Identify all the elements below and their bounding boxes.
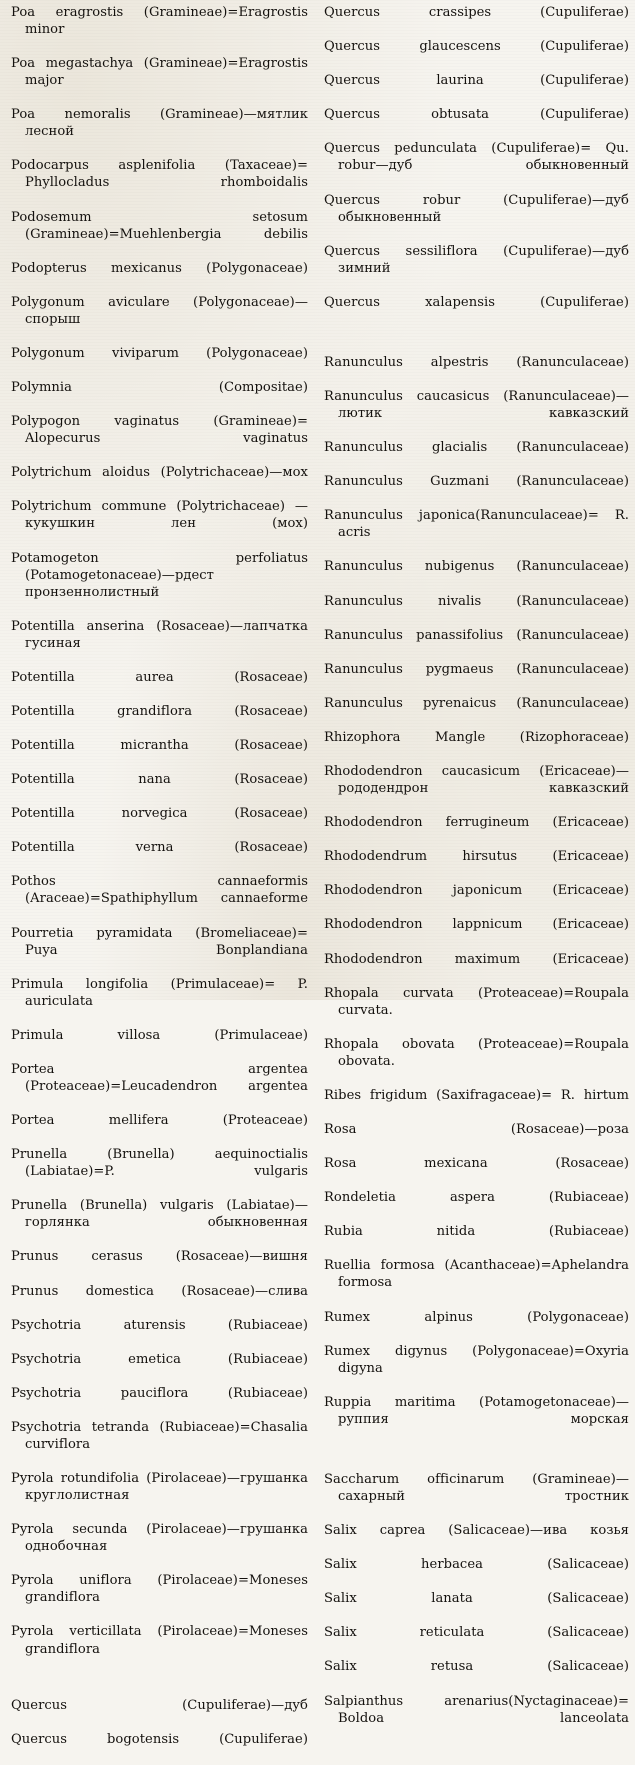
index-entry: Potentilla micrantha (Rosaceae): [11, 738, 308, 754]
index-entry: Potentilla nana (Rosaceae): [11, 772, 308, 788]
index-entry: Rhododendron lappnicum (Ericaceae): [324, 917, 629, 933]
index-entry: Pothos cannaeformis (Araceae)=Spathiphyllum cannaeforme: [11, 874, 308, 907]
index-entry: Rumex alpinus (Polygonaceae): [324, 1309, 629, 1325]
index-entry: Poa nemoralis (Gramineae)—мятлик лесной: [11, 107, 308, 140]
index-entry: Potentilla norvegica (Rosaceae): [11, 806, 308, 822]
index-entry: Poa megastachya (Gramineae)=Eragrostis major: [11, 56, 308, 89]
index-entry: Salix herbacea (Salicaceae): [324, 1557, 629, 1573]
index-entry: Polytrichum commune (Polytrichaceae) —кукушкин лен (мох): [11, 499, 308, 532]
index-entry: Potentilla verna (Rosaceae): [11, 840, 308, 856]
index-entry: Ribes frigidum (Saxifragaceae)= R. hirtum: [324, 1087, 629, 1103]
index-entry: Pyrola secunda (Pirolaceae)—грушанка однобочная: [11, 1522, 308, 1555]
index-entry: Rhizophora Mangle (Rizophoraceae): [324, 729, 629, 745]
section-r: [324, 354, 629, 1445]
index-entry: Ruellia formosa (Acanthaceae)=Aphelandra formosa: [324, 1258, 629, 1291]
index-entry: Quercus robur (Cupuliferae)—дуб обыкновенный: [324, 192, 629, 225]
index-entry: Quercus glaucescens (Cupuliferae): [324, 39, 629, 55]
index-entry: Quercus laurina (Cupuliferae): [324, 73, 629, 89]
index-entry: Rhododendron caucasicum (Ericaceae)— рододендрон кавказский: [324, 764, 629, 797]
index-entry: Quercus obtusata (Cupuliferae): [324, 107, 629, 123]
index-entry: Rhododendron japonicum (Ericaceae): [324, 883, 629, 899]
section-s: [324, 1471, 629, 1744]
index-entry: Rosa mexicana (Rosaceae): [324, 1156, 629, 1172]
index-entry: Rumex digynus (Polygonaceae)=Oxyria digyna: [324, 1343, 629, 1376]
index-entry: Ranunculus pyrenaicus (Ranunculaceae): [324, 695, 629, 711]
index-entry: Quercus pedunculata (Cupuliferae)= Qu. robur—дуб обыкновенный: [324, 141, 629, 174]
index-entry: Prunus cerasus (Rosaceae)—вишня: [11, 1249, 308, 1265]
index-entry: Salix caprea (Salicaceae)—ива козья: [324, 1523, 629, 1539]
index-entry: Pyrola rotundifolia (Pirolaceae)—грушанка круглолистная: [11, 1471, 308, 1504]
index-entry: Ruppia maritima (Potamogetonaceae)— руппия морская: [324, 1394, 629, 1427]
index-entry: Psychotria aturensis (Rubiaceae): [11, 1317, 308, 1333]
index-entry: Potentilla anserina (Rosaceae)—лапчатка гусиная: [11, 618, 308, 651]
index-entry: Saccharum officinarum (Gramineae)— сахарный тростник: [324, 1471, 629, 1504]
index-entry: Rhododendron ferrugineum (Ericaceae): [324, 815, 629, 831]
index-entry: Primula longifolia (Primulaceae)= P. auriculata: [11, 976, 308, 1009]
index-entry: Portea mellifera (Proteaceae): [11, 1113, 308, 1129]
section-p: [11, 4, 308, 1675]
index-entry: Salix lanata (Salicaceae): [324, 1591, 629, 1607]
index-entry: Polygonum aviculare (Polygonaceae)—спорыш: [11, 294, 308, 327]
index-entry: Ranunculus nivalis (Ranunculaceae): [324, 593, 629, 609]
index-entry: Prunella (Brunella) vulgaris (Labiatae)—горлянка обыкновенная: [11, 1198, 308, 1231]
index-entry: Quercus crassipes (Cupuliferae): [324, 5, 629, 20]
index-entry: Podosemum setosum (Gramineae)=Muehlenbergia debilis: [11, 209, 308, 242]
index-entry: Rosa (Rosaceae)—роза: [324, 1122, 629, 1137]
index-entry: Podocarpus asplenifolia (Taxaceae)= Phyllocladus rhomboidalis: [11, 158, 308, 191]
index-entry: Potentilla grandiflora (Rosaceae): [11, 703, 308, 719]
index-entry: Rhododendrum hirsutus (Ericaceae): [324, 849, 629, 865]
index-entry: Quercus sessiliflora (Cupuliferae)—дуб зимний: [324, 243, 629, 276]
index-entry: Psychotria pauciflora (Rubiaceae): [11, 1385, 308, 1401]
index-entry: Pyrola uniflora (Pirolaceae)=Moneses grandiflora: [11, 1573, 308, 1606]
index-entry: Podopterus mexicanus (Polygonaceae): [11, 260, 308, 276]
index-entry: Ranunculus caucasicus (Ranunculaceae)—лютик кавказский: [324, 388, 629, 422]
index-entry: Potamogeton perfoliatus (Potamogetonaceae)—рдест пронзеннолистный: [11, 550, 308, 600]
index-entry: Ranunculus pygmaeus (Ranunculaceae): [324, 661, 629, 677]
right-column: [318, 4, 635, 1744]
index-entry: Quercus (Cupuliferae)—дуб: [11, 1697, 308, 1713]
index-entry: Ranunculus japonica(Ranunculaceae)= R. acris: [324, 508, 629, 541]
index-entry: Polypogon vaginatus (Gramineae)= Alopecurus vaginatus: [11, 414, 308, 447]
index-entry: Ranunculus glacialis (Ranunculaceae): [324, 440, 629, 456]
index-entry: Rubia nitida (Rubiaceae): [324, 1224, 629, 1240]
index-entry: Polytrichum aloidus (Polytrichaceae)—мох: [11, 465, 308, 481]
index-entry: Pourretia pyramidata (Bromeliaceae)= Puya Bonplandiana: [11, 925, 308, 958]
index-entry: Rhododendron maximum (Ericaceae): [324, 951, 629, 967]
left-column: [0, 4, 318, 1765]
index-entry: Pyrola verticillata (Pirolaceae)=Moneses grandiflora: [11, 1624, 308, 1657]
section-q-left: [11, 1697, 308, 1765]
index-entry: Prunus domestica (Rosaceae)—слива: [11, 1283, 308, 1299]
index-entry: Polygonum viviparum (Polygonaceae): [11, 345, 308, 361]
index-entry: Rondeletia aspera (Rubiaceae): [324, 1190, 629, 1206]
index-entry: Prunella (Brunella) aequinoctialis (Labiatae)=P. vulgaris: [11, 1147, 308, 1180]
index-entry: Salpianthus arenarius(Nyctaginaceae)= Boldoa lanceolata: [324, 1693, 629, 1726]
index-entry: Ranunculus Guzmani (Ranunculaceae): [324, 474, 629, 490]
index-entry: Ranunculus nubigenus (Ranunculaceae): [324, 559, 629, 575]
section-q-right: [324, 4, 629, 328]
index-entry: Rhopala obovata (Proteaceae)=Roupala obovata.: [324, 1036, 629, 1069]
index-entry: Poa eragrostis (Gramineae)=Eragrostis minor: [11, 5, 308, 38]
two-column-layout: [0, 4, 635, 1747]
index-entry: Potentilla aurea (Rosaceae): [11, 669, 308, 685]
index-entry: Psychotria tetranda (Rubiaceae)=Chasalia curviflora: [11, 1419, 308, 1452]
index-entry: Rhopala curvata (Proteaceae)=Roupala curvata.: [324, 985, 629, 1018]
index-entry: Ranunculus alpestris (Ranunculaceae): [324, 354, 629, 370]
index-entry: Portea argentea (Proteaceae)=Leucadendron argentea: [11, 1061, 308, 1094]
index-entry: Ranunculus panassifolius (Ranunculaceae): [324, 627, 629, 643]
index-entry: Psychotria emetica (Rubiaceae): [11, 1351, 308, 1367]
index-entry: Salix reticulata (Salicaceae): [324, 1625, 629, 1641]
index-entry: Salix retusa (Salicaceae): [324, 1659, 629, 1675]
index-entry: Polymnia (Compositae): [11, 380, 308, 396]
index-entry: Quercus xalapensis (Cupuliferae): [324, 294, 629, 310]
index-entry: Primula villosa (Primulaceae): [11, 1027, 308, 1043]
index-entry: Quercus bogotensis (Cupuliferae): [11, 1731, 308, 1747]
